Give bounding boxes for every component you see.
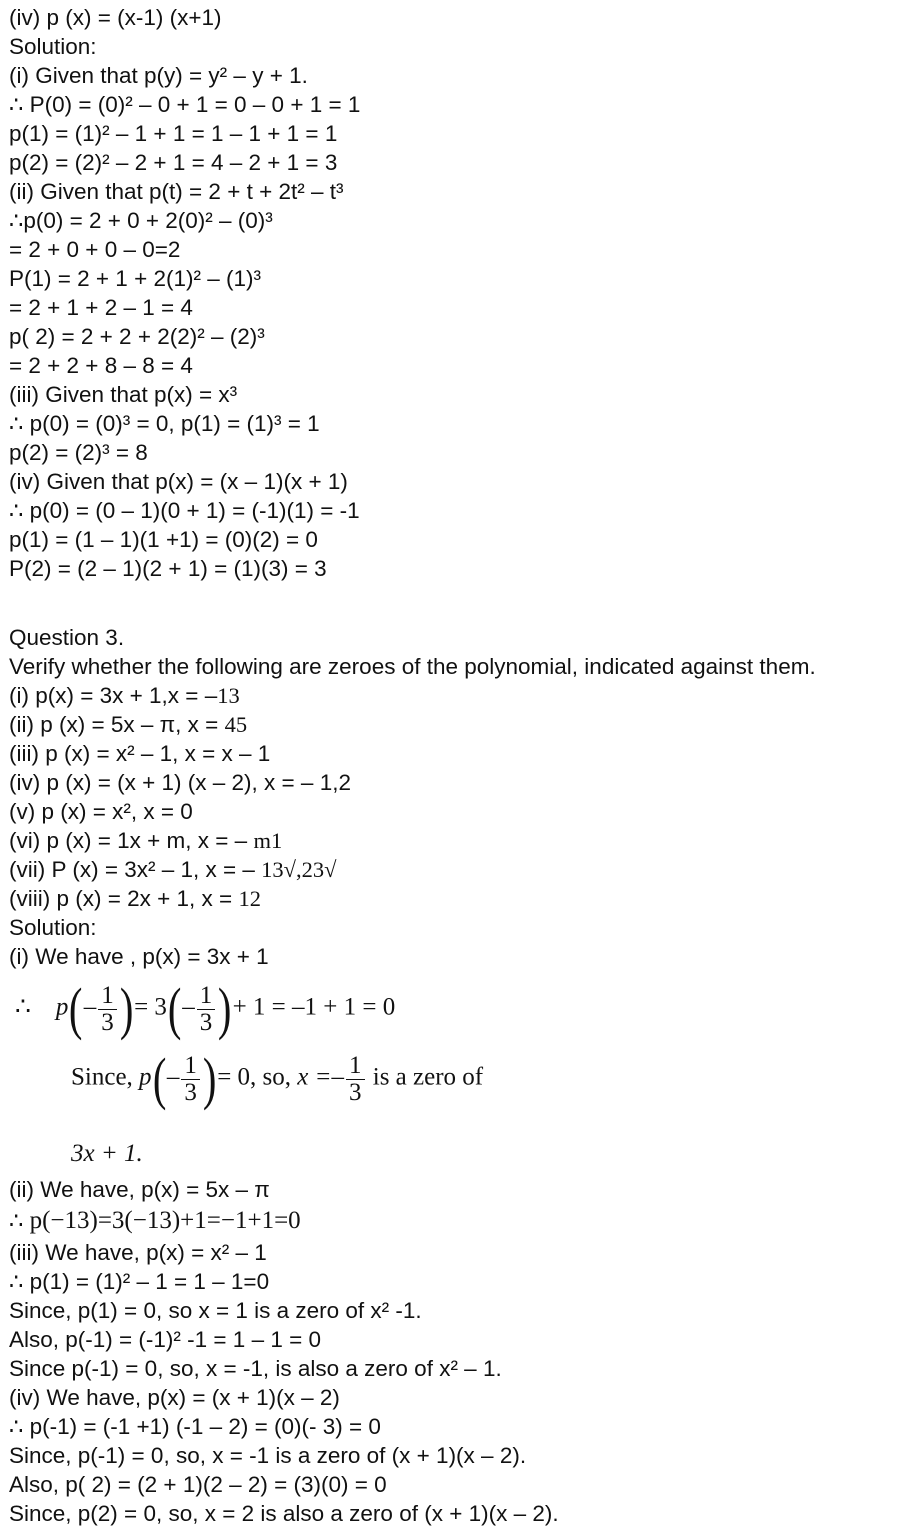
equation-line-3: 3x + 1. [71,1140,143,1167]
text-line: p( 2) = 2 + 2 + 2(2)² – (2)³ [9,324,265,349]
text-line: p(1) = (1 – 1)(1 +1) = (0)(2) = 0 [9,527,318,552]
question-item: (vi) p (x) = 1x + m, x = – m1 [9,828,283,853]
question-item: (vii) P (x) = 3x² – 1, x = – 13√,23√ [9,857,337,882]
question-item: (i) p(x) = 3x + 1,x = –13 [9,683,240,708]
text-line: ∴p(0) = 2 + 0 + 2(0)² – (0)³ [9,208,273,233]
text-line: ∴ p(−13)=3(−13)+1=−1+1=0 [9,1207,301,1234]
text-line: (iv) Given that p(x) = (x – 1)(x + 1) [9,469,348,494]
text-line: P(1) = 2 + 1 + 2(1)² – (1)³ [9,266,261,291]
text-line: Since, p(-1) = 0, so, x = -1 is a zero of (x + 1)(x – 2). [9,1443,527,1468]
text-line: ∴ P(0) = (0)² – 0 + 1 = 0 – 0 + 1 = 1 [9,92,361,117]
text-line: (iv) We have, p(x) = (x + 1)(x – 2) [9,1385,340,1410]
text-line: (iii) We have, p(x) = x² – 1 [9,1240,267,1265]
text-line: ∴ p(0) = (0 – 1)(0 + 1) = (-1)(1) = -1 [9,498,360,523]
solution-label: Solution: [9,915,97,940]
text-line: p(2) = (2)³ = 8 [9,440,148,465]
text-line: (ii) Given that p(t) = 2 + t + 2t² – t³ [9,179,344,204]
question-item: (v) p (x) = x², x = 0 [9,799,193,824]
text-line: Since, p(2) = 0, so, x = 2 is also a zero of (x + 1)(x – 2). [9,1501,559,1526]
text-line: ∴ p(0) = (0)³ = 0, p(1) = (1)³ = 1 [9,411,320,436]
text-line: P(2) = (2 – 1)(2 + 1) = (1)(3) = 3 [9,556,327,581]
question-item: (iii) p (x) = x² – 1, x = x – 1 [9,741,271,766]
text-line: Also, p( 2) = (2 + 1)(2 – 2) = (3)(0) = 0 [9,1472,387,1497]
question-item: (iv) p (x) = (x + 1) (x – 2), x = – 1,2 [9,770,351,795]
text-line: ∴ p(-1) = (-1 +1) (-1 – 2) = (0)(- 3) = 0 [9,1414,381,1439]
question-title: Question 3. [9,625,125,650]
text-line: = 2 + 1 + 2 – 1 = 4 [9,295,193,320]
solution-step: (i) We have , p(x) = 3x + 1 [9,944,269,969]
text-line: = 2 + 2 + 8 – 8 = 4 [9,353,193,378]
text-line: (i) Given that p(y) = y² – y + 1. [9,63,308,88]
text-line: ∴ p(1) = (1)² – 1 = 1 – 1=0 [9,1269,270,1294]
text-line: Since p(-1) = 0, so, x = -1, is also a zero of x² – 1. [9,1356,502,1381]
question-prompt: Verify whether the following are zeroes of the polynomial, indicated against them. [9,654,816,679]
equation-line-2: Since, p(– $\frac{1}{3}$ )= 0, so, x =– $\frac{1}{3}$ is a zero of [71,1046,484,1111]
question-item: (viii) p (x) = 2x + 1, x = 12 [9,886,261,911]
text-line: Solution: [9,34,97,59]
text-line: p(1) = (1)² – 1 + 1 = 1 – 1 + 1 = 1 [9,121,338,146]
equation-line-1: ∴ p(– $\frac{1}{3}$ )= 3(– $\frac{1}{3}$ )+ 1 = –1 + 1 = 0 [15,976,396,1041]
question-item: (ii) p (x) = 5x – π, x = 45 [9,712,248,737]
text-line: (iii) Given that p(x) = x³ [9,382,238,407]
text-line: = 2 + 0 + 0 – 0=2 [9,237,181,262]
text-line: Also, p(-1) = (-1)² -1 = 1 – 1 = 0 [9,1327,322,1352]
text-line: Since, p(1) = 0, so x = 1 is a zero of x² -1. [9,1298,422,1323]
text-line: p(2) = (2)² – 2 + 1 = 4 – 2 + 1 = 3 [9,150,338,175]
text-line: (ii) We have, p(x) = 5x – π [9,1177,270,1202]
text-line: (iv) p (x) = (x-1) (x+1) [9,5,222,30]
